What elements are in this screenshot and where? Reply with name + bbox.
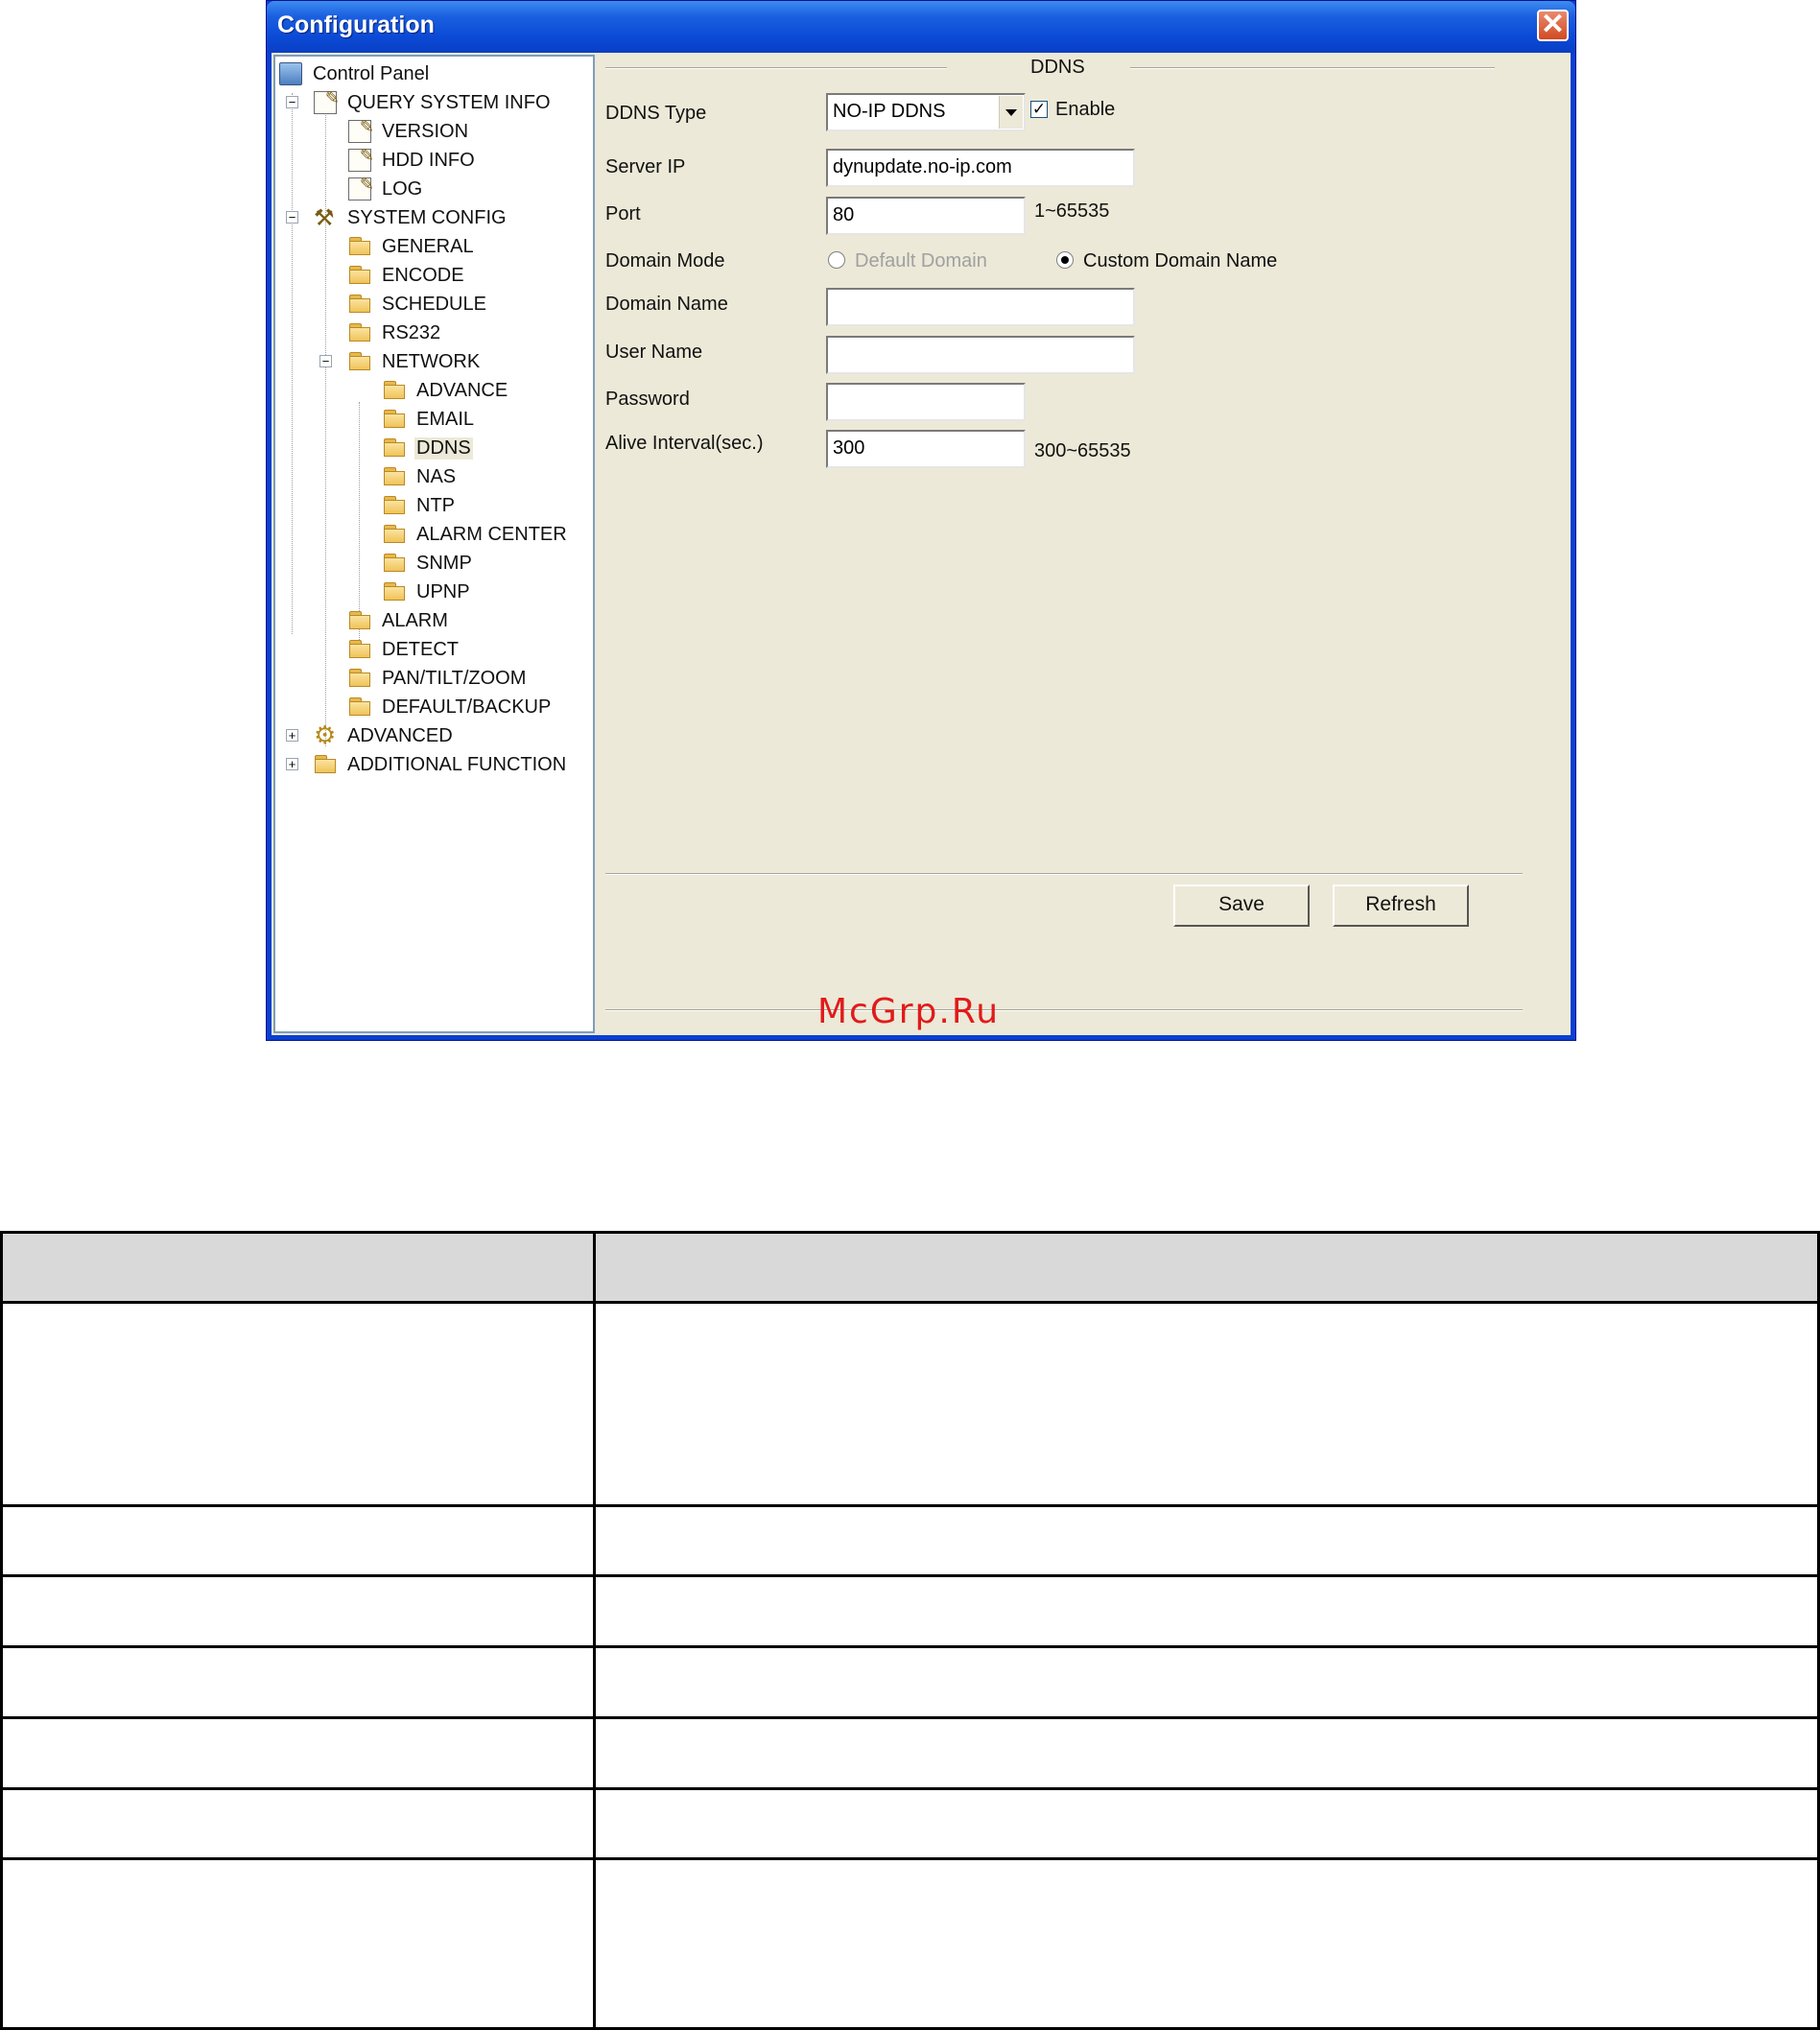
tree-item-alarm[interactable] — [348, 607, 450, 634]
document-edit-icon — [348, 120, 371, 143]
tree-item-label: DEFAULT/BACKUP — [382, 696, 552, 718]
window-title: Configuration — [277, 12, 435, 38]
tree-item-rs232[interactable] — [348, 319, 442, 346]
table-rule — [593, 1231, 596, 2030]
tree-item-log[interactable] — [348, 176, 424, 202]
tree-item-snmp[interactable] — [383, 550, 474, 577]
group-title: DDNS — [1030, 57, 1085, 78]
tree-item-query-system-info[interactable] — [314, 89, 553, 116]
tree-item-system-config[interactable] — [314, 204, 508, 231]
tree-item-label: ADVANCE — [416, 379, 508, 401]
folder-icon — [383, 523, 406, 546]
window-client-area — [272, 53, 1571, 1035]
tree-item-default-backup[interactable] — [348, 694, 553, 720]
alive-interval-range-hint: 300~65535 — [1034, 440, 1131, 461]
folder-icon — [348, 696, 371, 719]
tree-line — [292, 93, 293, 634]
tree-item-label: UPNP — [416, 580, 470, 602]
port-range-hint: 1~65535 — [1034, 201, 1110, 222]
tree-item-label: ADDITIONAL FUNCTION — [347, 753, 567, 775]
document-edit-icon — [348, 149, 371, 172]
ddns-panel — [598, 53, 1571, 1035]
tree-item-label: LOG — [382, 177, 423, 200]
table-rule — [0, 1231, 1820, 1234]
folder-icon — [383, 379, 406, 402]
tree-item-label: DDNS — [416, 437, 471, 459]
tree-item-label: SYSTEM CONFIG — [347, 206, 507, 228]
custom-domain-radio[interactable] — [1056, 251, 1074, 269]
tree-line — [325, 200, 326, 746]
password-input[interactable] — [826, 383, 1026, 421]
tree-item-label: Control Panel — [313, 62, 430, 84]
custom-domain-label: Custom Domain Name — [1083, 250, 1278, 271]
table-rule — [0, 1504, 1820, 1507]
ddns-type-label: DDNS Type — [605, 103, 707, 124]
domain-name-input[interactable] — [826, 288, 1135, 326]
config-tree[interactable] — [273, 55, 595, 1033]
alive-interval-input[interactable]: 300 — [826, 430, 1026, 468]
tree-item-label: QUERY SYSTEM INFO — [347, 91, 551, 113]
enable-checkbox[interactable]: ✓ — [1031, 100, 1047, 118]
tree-item-alarm-center[interactable] — [383, 521, 569, 548]
tree-item-general[interactable] — [348, 233, 476, 260]
folder-icon — [383, 580, 406, 603]
tree-item-label: SCHEDULE — [382, 293, 486, 315]
group-divider — [1130, 67, 1495, 69]
user-name-label: User Name — [605, 342, 703, 363]
folder-icon — [348, 321, 371, 344]
tree-item-advanced[interactable] — [314, 722, 455, 749]
ddns-type-value: NO-IP DDNS — [833, 101, 946, 122]
tools-icon — [314, 206, 337, 229]
table-rule — [0, 1645, 1820, 1648]
folder-icon — [348, 638, 371, 661]
tree-item-advance[interactable] — [383, 377, 509, 404]
user-name-input[interactable] — [826, 336, 1135, 374]
save-button[interactable]: Save — [1173, 885, 1310, 927]
gears-icon — [314, 724, 337, 747]
tree-item-network[interactable] — [348, 348, 482, 375]
table-rule — [0, 1787, 1820, 1790]
tree-item-label: ALARM — [382, 609, 448, 631]
tree-item-label: RS232 — [382, 321, 441, 343]
chevron-down-icon[interactable] — [999, 96, 1023, 129]
server-ip-input[interactable]: dynupdate.no-ip.com — [826, 149, 1135, 187]
enable-label: Enable — [1055, 99, 1116, 120]
port-input[interactable]: 80 — [826, 197, 1026, 235]
folder-icon — [348, 264, 371, 287]
folder-icon — [348, 609, 371, 632]
configuration-window — [266, 0, 1576, 1041]
watermark: McGrp.Ru — [817, 992, 1001, 1031]
tree-item-label: ALARM CENTER — [416, 523, 567, 545]
title-bar[interactable] — [267, 1, 1575, 53]
tree-line — [325, 112, 326, 199]
password-label: Password — [605, 389, 690, 410]
button-divider — [605, 873, 1523, 875]
tree-item-encode[interactable] — [348, 262, 466, 289]
close-icon[interactable]: ✕ — [1537, 10, 1569, 41]
server-ip-label: Server IP — [605, 156, 686, 177]
tree-item-label: DETECT — [382, 638, 459, 660]
tree-item-email[interactable] — [383, 406, 476, 433]
tree-item-additional-function[interactable] — [314, 751, 568, 778]
tree-item-label: SNMP — [416, 552, 472, 574]
tree-item-label: ENCODE — [382, 264, 464, 286]
tree-item-ntp[interactable] — [383, 492, 457, 519]
tree-item-label: NTP — [416, 494, 455, 516]
table-rule — [0, 1301, 1820, 1304]
domain-mode-label: Domain Mode — [605, 250, 725, 271]
tree-item-ddns[interactable] — [383, 435, 473, 461]
folder-icon — [348, 667, 371, 690]
tree-item-label: NETWORK — [382, 350, 481, 372]
tree-item-control-panel[interactable] — [279, 60, 431, 87]
collapse-toggle[interactable]: − — [286, 211, 298, 224]
tree-item-label: PAN/TILT/ZOOM — [382, 667, 527, 689]
table-rule — [0, 1857, 1820, 1860]
document-edit-icon — [314, 91, 337, 114]
table-rule — [0, 1574, 1820, 1577]
domain-name-label: Domain Name — [605, 294, 728, 315]
port-label: Port — [605, 203, 641, 224]
tree-item-label: EMAIL — [416, 408, 475, 430]
tree-item-detect[interactable] — [348, 636, 461, 663]
ddns-type-select[interactable] — [826, 93, 1026, 131]
default-domain-radio — [828, 251, 845, 269]
default-domain-label: Default Domain — [855, 250, 987, 271]
document-edit-icon — [348, 177, 371, 201]
folder-icon — [383, 408, 406, 431]
computer-icon — [279, 62, 302, 85]
tree-item-schedule[interactable] — [348, 291, 488, 318]
expand-toggle[interactable]: + — [286, 729, 298, 742]
tree-item-label: ADVANCED — [347, 724, 453, 746]
folder-icon — [314, 753, 337, 776]
table-header-row — [0, 1231, 1820, 1302]
folder-icon — [383, 494, 406, 517]
tree-item-label: NAS — [416, 465, 457, 487]
collapse-toggle[interactable]: − — [319, 355, 332, 367]
tree-item-label: VERSION — [382, 120, 469, 142]
group-divider — [605, 67, 947, 69]
folder-icon — [348, 293, 371, 316]
table-rule — [0, 1231, 3, 2030]
folder-icon — [383, 465, 406, 488]
folder-open-icon — [383, 437, 406, 460]
folder-icon — [383, 552, 406, 575]
tree-item-nas[interactable] — [383, 463, 458, 490]
tree-item-label: GENERAL — [382, 235, 474, 257]
folder-icon — [348, 350, 371, 373]
expand-toggle[interactable]: + — [286, 758, 298, 770]
refresh-button[interactable]: Refresh — [1333, 885, 1469, 927]
parameter-table — [0, 1231, 1820, 2030]
collapse-toggle[interactable]: − — [286, 96, 298, 108]
tree-item-version[interactable] — [348, 118, 470, 145]
tree-item-upnp[interactable] — [383, 578, 472, 605]
tree-item-hdd-info[interactable] — [348, 147, 477, 174]
folder-icon — [348, 235, 371, 258]
table-rule — [0, 1716, 1820, 1719]
tree-item-label: HDD INFO — [382, 149, 475, 171]
tree-item-pan-tilt-zoom[interactable] — [348, 665, 528, 692]
bottom-divider — [605, 1009, 1523, 1011]
alive-interval-label: Alive Interval(sec.) — [605, 433, 764, 454]
